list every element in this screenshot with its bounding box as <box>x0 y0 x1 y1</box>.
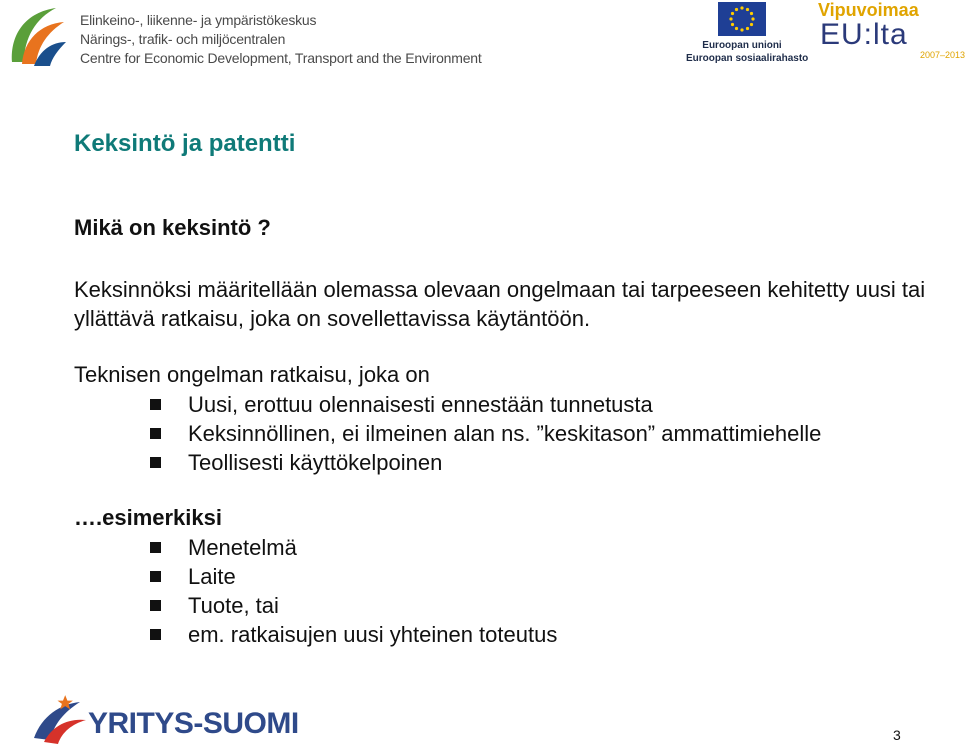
list-item <box>150 448 821 477</box>
yritys-suomi-swoosh-icon <box>30 694 90 746</box>
criteria-list <box>150 390 821 477</box>
list-item <box>150 390 821 419</box>
definition-line: Keksinnöksi määritellään olemassa olevaan ongelmaan tai tarpeeseen kehitetty uusi tai <box>74 277 926 302</box>
ely-name-english: Centre for Economic Development, Transport and the Environment <box>80 50 482 66</box>
vipuvoimaa-logo <box>818 0 965 61</box>
example-text: Tuote, tai <box>188 593 279 618</box>
square-bullet-icon <box>150 428 161 439</box>
ely-centre-logo <box>6 4 68 68</box>
list-item <box>150 533 557 562</box>
definition-line: yllättävä ratkaisu, joka on sovellettavissa käytäntöön. <box>74 306 591 331</box>
slide-subtitle: Mikä on keksintö ? <box>74 215 271 240</box>
eu-fund-label: Euroopan sosiaalirahasto <box>686 53 809 64</box>
criteria-text: Uusi, erottuu olennaisesti ennestään tunnetusta <box>188 392 653 417</box>
examples-lead: ….esimerkiksi <box>74 505 222 530</box>
yritys-suomi-brand: YRITYS-SUOMI <box>88 707 299 740</box>
eu-union-label: Euroopan unioni <box>702 40 782 51</box>
square-bullet-icon <box>150 457 161 468</box>
slide-title: Keksintö ja patentti <box>74 130 296 157</box>
square-bullet-icon <box>150 600 161 611</box>
square-bullet-icon <box>150 571 161 582</box>
eu-lta-label: EU:lta <box>820 18 908 51</box>
square-bullet-icon <box>150 542 161 553</box>
example-text: Menetelmä <box>188 535 297 560</box>
list-item <box>150 562 557 591</box>
criteria-text: Keksinnöllinen, ei ilmeinen alan ns. ”keskitason” ammattimiehelle <box>188 421 822 446</box>
list-item <box>150 620 557 649</box>
list-item <box>150 419 821 448</box>
ely-name-swedish: Närings-, trafik- och miljöcentralen <box>80 31 286 47</box>
example-text: em. ratkaisujen uusi yhteinen toteutus <box>188 622 558 647</box>
criteria-lead: Teknisen ongelman ratkaisu, joka on <box>74 362 430 387</box>
list-item <box>150 591 557 620</box>
examples-list <box>150 533 557 649</box>
eu-flag-icon <box>718 2 766 36</box>
eu-social-fund-logo <box>686 2 809 65</box>
criteria-text: Teollisesti käyttökelpoinen <box>188 450 443 475</box>
ely-centre-name <box>80 11 482 68</box>
square-bullet-icon <box>150 629 161 640</box>
square-bullet-icon <box>150 399 161 410</box>
definition-paragraph <box>74 275 944 333</box>
vipuvoimaa-label: Vipuvoimaa <box>818 0 919 20</box>
ely-name-finnish: Elinkeino-, liikenne- ja ympäristökeskus <box>80 12 317 28</box>
page-number: 3 <box>893 727 901 743</box>
program-years: 2007–2013 <box>920 50 965 60</box>
example-text: Laite <box>188 564 236 589</box>
